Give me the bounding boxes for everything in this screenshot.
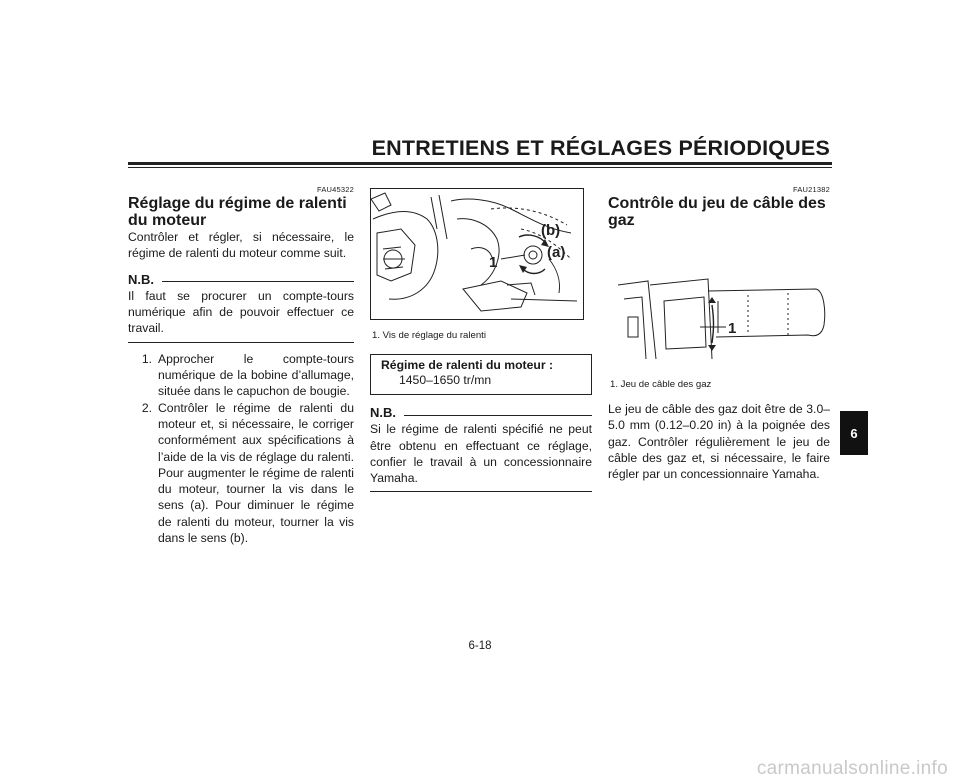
intro-paragraph: Contrôler et régler, si nécessaire, le régime de ralenti du moteur comme suit. xyxy=(128,230,354,261)
direction-b-label: (b) xyxy=(541,222,561,239)
throttle-grip-illustration xyxy=(608,239,830,369)
watermark: carmanualsonline.info xyxy=(756,758,948,779)
column-right xyxy=(608,185,830,482)
header-rule-thick xyxy=(128,162,832,165)
step-number: 1. xyxy=(141,351,152,366)
column-middle xyxy=(370,185,592,492)
figure-caption: 1. Vis de réglage du ralenti xyxy=(372,330,486,341)
note-text: Il faut se procurer un compte-tours numérique afin de pouvoir effectuer ce travail. xyxy=(128,288,354,336)
list-item xyxy=(128,351,354,400)
section-heading: Contrôle du jeu de câble des gaz xyxy=(608,195,826,229)
steps-list xyxy=(128,351,354,547)
callout-1-label: 1 xyxy=(728,320,737,337)
section-ref-code: FAU21382 xyxy=(792,185,830,194)
chapter-title: ENTRETIENS ET RÉGLAGES PÉRIODIQUES xyxy=(371,136,830,160)
note-header xyxy=(128,272,354,288)
note-end-rule xyxy=(370,491,592,492)
body-paragraph: Le jeu de câble des gaz doit être de 3.0–5.0 mm (0.12–0.20 in) à la poignée des gaz. Contrôler régulièrement le jeu de câble des gaz et, si nécessaire, le faire régler par un concessionnaire Yamaha. xyxy=(608,402,830,482)
spec-value: 1450–1650 tr/mn xyxy=(399,373,492,387)
direction-a-label: (a) xyxy=(547,244,566,261)
list-item xyxy=(128,400,354,547)
step-text: Contrôler le régime de ralenti du moteur et, si nécessaire, le corriger conformément aux spécifications à l’aide de la vis de réglage du ralenti. Pour augmenter le régime de ralenti du moteur, tourner la vis dans le sens (a). Pour diminuer le régime de ralenti du moteur, tourner la vis dans le sens (b). xyxy=(158,400,354,546)
note-rule xyxy=(404,415,592,416)
step-text: Approcher le compte-tours numérique de la bobine d’allumage, située dans le capuchon de bougie. xyxy=(158,351,354,399)
note-header xyxy=(370,405,592,421)
chapter-tab: 6 xyxy=(840,411,868,455)
note-label: N.B. xyxy=(128,271,154,287)
section-heading: Réglage du régime de ralenti du moteur xyxy=(128,195,347,229)
note-text: Si le régime de ralenti spécifié ne peut être obtenu en effectuant ce réglage, confier le travail à un concessionnaire Yamaha. xyxy=(370,422,592,486)
figure-caption: 1. Jeu de câble des gaz xyxy=(610,379,712,390)
header-rule-thin xyxy=(128,167,832,168)
note-rule xyxy=(162,281,354,282)
section-ref-code: FAU45322 xyxy=(316,185,354,194)
spec-label: Régime de ralenti du moteur : xyxy=(381,358,554,372)
note-end-rule xyxy=(128,342,354,343)
step-number: 2. xyxy=(141,400,152,415)
page-number: 6-18 xyxy=(468,640,492,652)
callout-1-label: 1 xyxy=(489,254,498,271)
idle-screw-illustration xyxy=(370,188,584,320)
engine-drawing xyxy=(371,189,583,319)
note-label: N.B. xyxy=(370,405,396,420)
column-left xyxy=(128,185,354,546)
spec-box xyxy=(370,354,592,395)
throttle-drawing xyxy=(608,239,830,369)
